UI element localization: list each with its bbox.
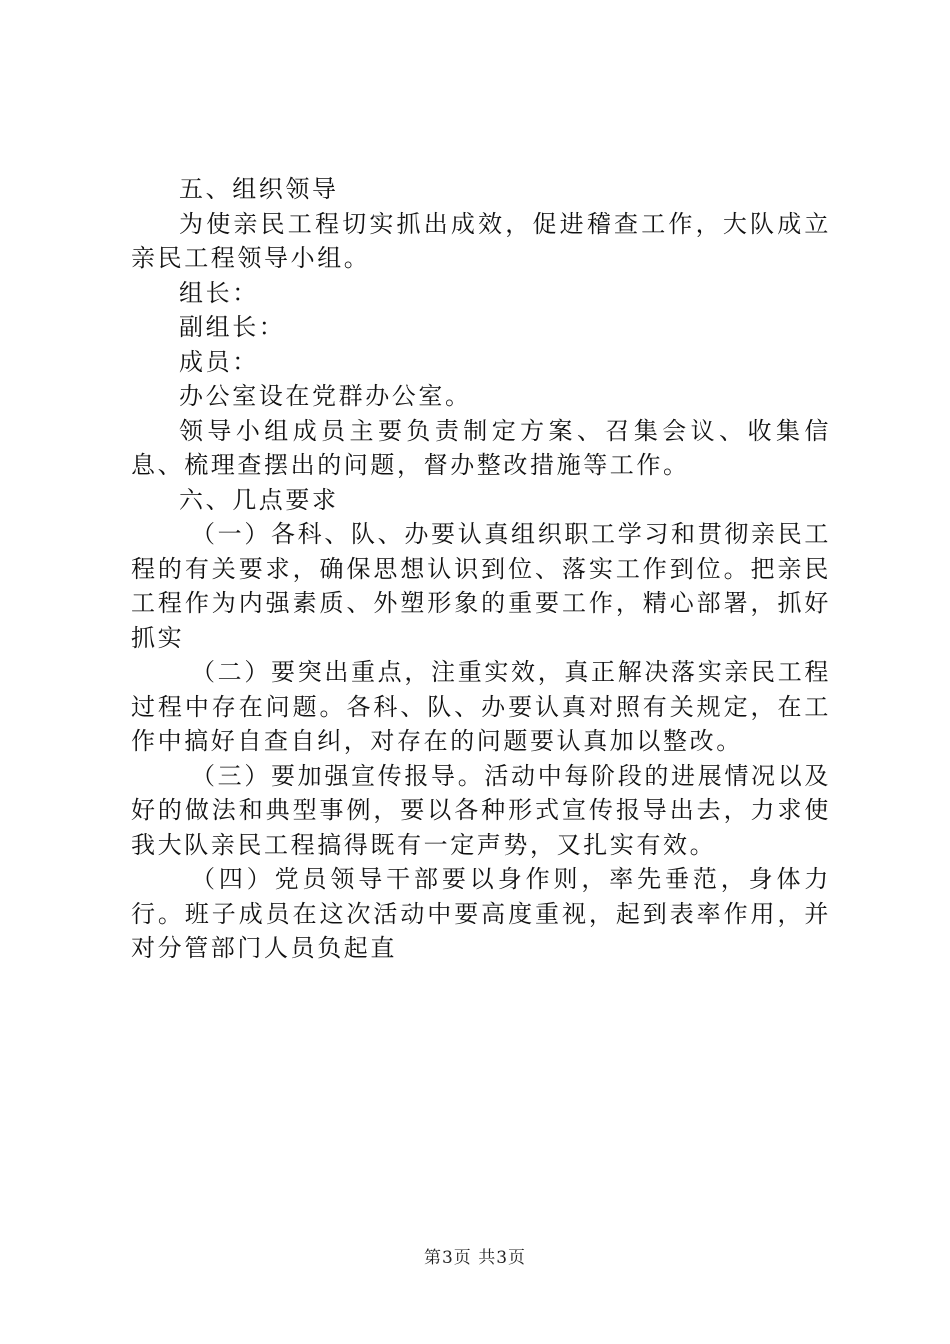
field-deputy-leader: 副组长： [179, 313, 286, 341]
document-body [131, 172, 831, 966]
requirement-item-2: （二）要突出重点，注重实效，真正解决落实亲民工程过程中存在问题。各科、队、办要认真对照有关规定，在工作中搞好自查自纠，对存在的问题要认真加以整改。 [131, 658, 831, 755]
paragraph-group-duties: 领导小组成员主要负责制定方案、召集会议、收集信息、梳理查摆出的问题，督办整改措施等工作。 [131, 416, 831, 479]
paragraph-office-location: 办公室设在党群办公室。 [179, 382, 472, 410]
requirement-item-3: （三）要加强宣传报导。活动中每阶段的进展情况以及好的做法和典型事例，要以各种形式宣传报导出去，力求使我大队亲民工程搞得既有一定声势，又扎实有效。 [131, 761, 831, 859]
field-group-leader: 组长： [179, 278, 259, 307]
field-members: 成员： [179, 347, 259, 376]
requirement-item-4: （四）党员领导干部要以身作则，率先垂范，身体力行。班子成员在这次活动中要高度重视，起到表率作用，并对分管部门人员负起直 [131, 865, 831, 962]
paragraph-leading-group-setup: 为使亲民工程切实抓出成效，促进稽查工作，大队成立亲民工程领导小组。 [131, 209, 831, 272]
page-number-footer: 第3页 共3页 [423, 1248, 527, 1268]
section-heading-requirements: 六、几点要求 [179, 485, 339, 514]
section-heading-organization: 五、组织领导 [179, 175, 339, 203]
requirement-item-1: （一）各科、队、办要认真组织职工学习和贯彻亲民工程的有关要求，确保思想认识到位、落实工作到位。把亲民工程作为内强素质、外塑形象的重要工作，精心部署，抓好抓实 [131, 520, 831, 652]
